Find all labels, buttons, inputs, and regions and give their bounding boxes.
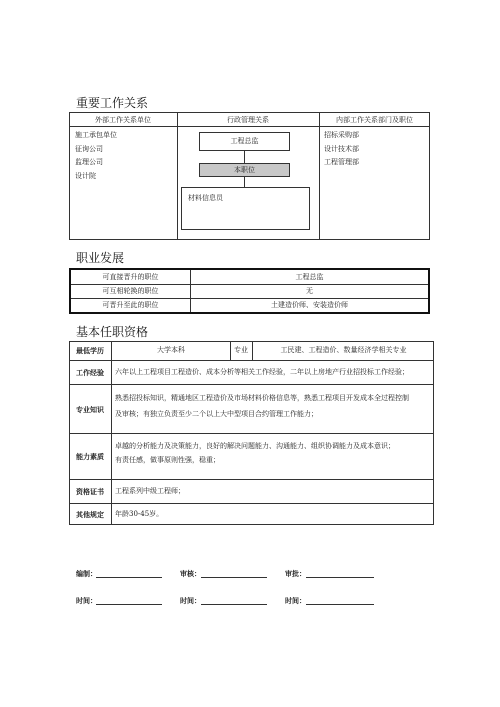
org-connector bbox=[244, 177, 245, 187]
table-divider bbox=[177, 112, 178, 240]
time-label: 时间： bbox=[76, 596, 97, 605]
section-title-career: 职业发展 bbox=[76, 251, 125, 265]
table-divider bbox=[319, 112, 320, 240]
header-external: 外部工作关系单位 bbox=[95, 116, 151, 124]
career-label: 可直接晋升的职位 bbox=[102, 272, 159, 281]
approved-label: 审批： bbox=[285, 569, 306, 578]
knowledge-label: 专业知识 bbox=[76, 404, 104, 414]
external-unit: 设计院 bbox=[75, 172, 96, 180]
career-label: 可晋升至此的职位 bbox=[102, 301, 159, 309]
header-internal: 内部工作关系部门及职位 bbox=[336, 116, 413, 124]
org-box-top bbox=[199, 132, 290, 151]
prepared-label: 编制： bbox=[76, 569, 97, 578]
knowledge-line: 及审核；有独立负责至少二个以上大中型项目合约管理工作能力； bbox=[115, 410, 318, 418]
major-value: 工民建、工程造价、数量经济学相关专业 bbox=[280, 346, 407, 354]
cert-value: 工程系列中级工程师； bbox=[115, 487, 185, 495]
internal-dept: 设计技术部 bbox=[324, 145, 359, 153]
time-line-1[interactable] bbox=[96, 604, 162, 605]
career-label: 可互相轮换的职位 bbox=[102, 287, 159, 295]
header-admin: 行政管理关系 bbox=[227, 116, 269, 124]
org-connector bbox=[244, 151, 245, 163]
ability-text bbox=[115, 441, 395, 466]
prepared-signature-line[interactable] bbox=[96, 577, 162, 578]
knowledge-line: 熟悉招投标知识，精通地区工程造价及市场材料价格信息等，熟悉工程项目开发成本全过程控制 bbox=[115, 394, 409, 402]
org-current-label: 本职位 bbox=[234, 165, 255, 174]
org-bottom-label: 材料信息员 bbox=[188, 194, 223, 202]
experience-label: 工作经验 bbox=[76, 368, 104, 377]
internal-dept: 工程管理部 bbox=[324, 158, 359, 166]
org-box-current bbox=[199, 163, 290, 177]
external-unit: 施工承包单位 bbox=[75, 131, 117, 139]
section-title-work-relations: 重要工作关系 bbox=[76, 96, 149, 110]
major-label: 专业 bbox=[234, 346, 248, 354]
external-unit: 监理公司 bbox=[75, 158, 103, 166]
section-title-qualifications: 基本任职资格 bbox=[76, 325, 149, 339]
ability-label: 能力素质 bbox=[76, 452, 104, 461]
edu-value: 大学本科 bbox=[157, 346, 185, 354]
ability-line: 卓越的分析能力及决策能力，良好的解决问题能力、沟通能力、组织协调能力及成本意识； bbox=[115, 442, 395, 450]
ability-line: 有责任感，做事原则性强，稳重； bbox=[115, 456, 220, 464]
external-unit: 征询公司 bbox=[75, 145, 103, 153]
approved-signature-line[interactable] bbox=[306, 577, 374, 578]
table-divider bbox=[69, 433, 434, 434]
experience-value: 六年以上工程项目工程造价、成本分析等相关工作经验，二年以上房地产行业招投标工作经验； bbox=[115, 368, 409, 376]
table-divider bbox=[69, 126, 430, 127]
time-line-3[interactable] bbox=[306, 604, 374, 605]
edu-label: 最低学历 bbox=[76, 346, 104, 355]
reviewed-signature-line[interactable] bbox=[201, 577, 267, 578]
knowledge-text bbox=[115, 393, 409, 420]
time-label: 时间： bbox=[180, 596, 201, 605]
internal-dept: 招标采购部 bbox=[324, 131, 359, 139]
time-label: 时间： bbox=[285, 596, 306, 605]
career-value: 工程总监 bbox=[295, 272, 324, 281]
cert-label: 资格证书 bbox=[76, 487, 104, 496]
reviewed-label: 审核： bbox=[180, 569, 201, 578]
other-label: 其他规定 bbox=[76, 510, 104, 519]
other-value: 年龄30-45岁。 bbox=[115, 510, 164, 518]
career-value: 无 bbox=[306, 287, 313, 295]
org-top-label: 工程总监 bbox=[230, 137, 259, 145]
table-divider bbox=[69, 384, 434, 385]
career-value: 土建造价师、安装造价师 bbox=[271, 301, 348, 309]
time-line-2[interactable] bbox=[201, 604, 267, 605]
org-box-bottom bbox=[181, 187, 310, 230]
